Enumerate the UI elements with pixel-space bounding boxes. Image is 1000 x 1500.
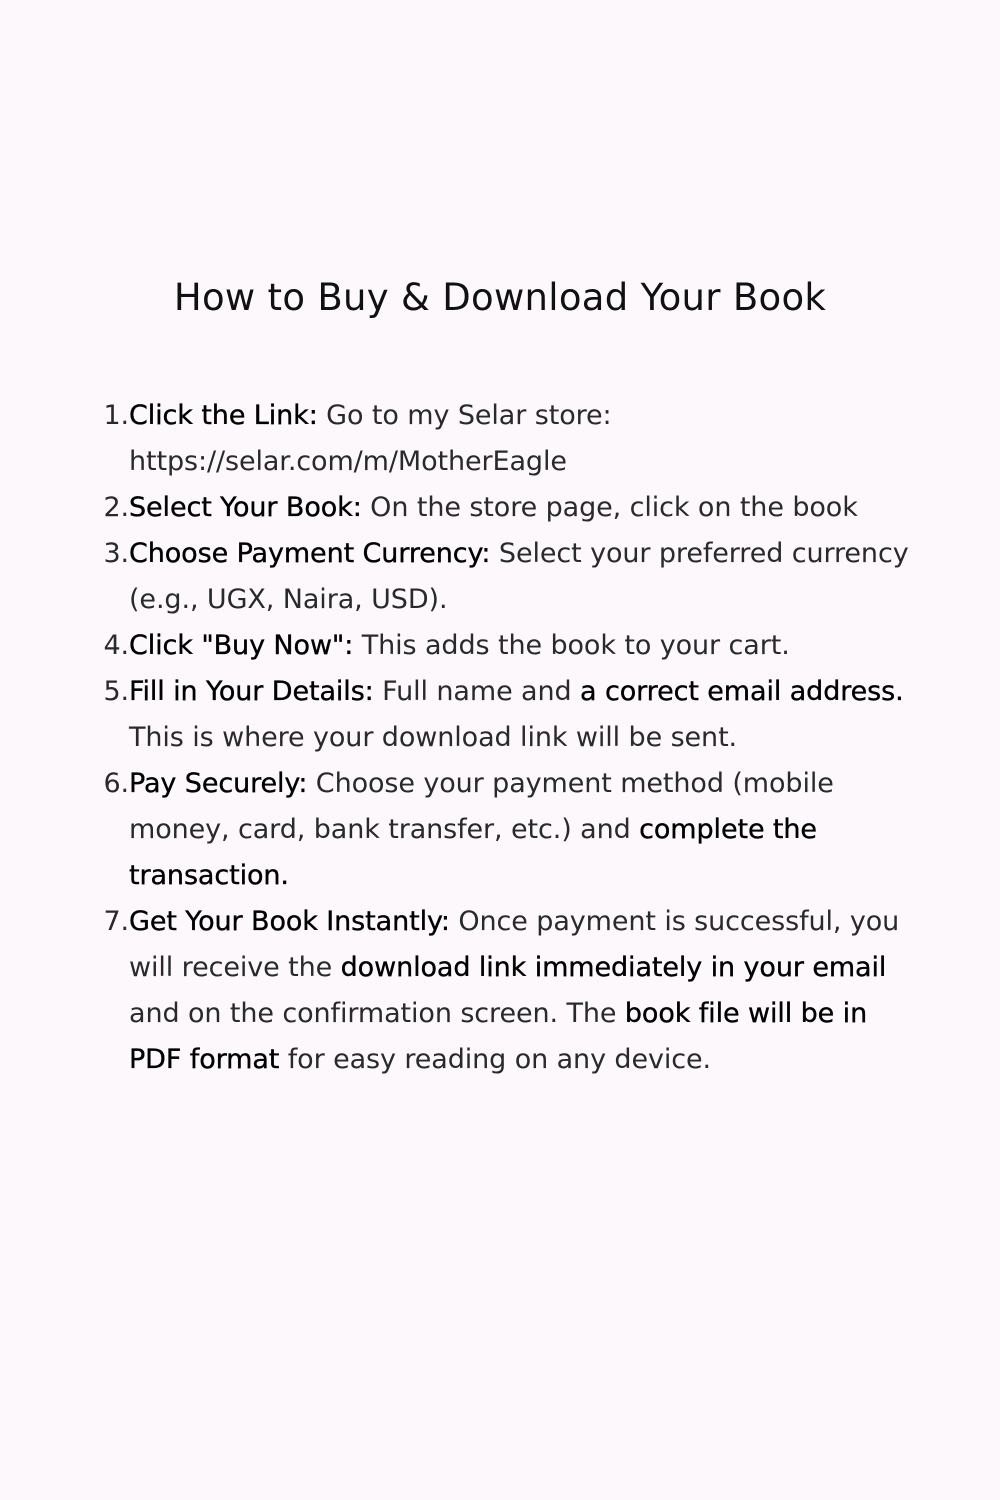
step-text: Once payment is successful, you will receive the xyxy=(129,906,900,983)
step-text: This is where your download link will be sent. xyxy=(129,722,738,753)
step-emphasis: book file will be in PDF format xyxy=(129,998,868,1075)
step-emphasis: a correct email address. xyxy=(580,676,904,707)
step-number: 1. xyxy=(103,400,129,431)
step-text: Select your preferred currency (e.g., UGX, Naira, USD). xyxy=(129,538,909,615)
step-heading: Choose Payment Currency: xyxy=(129,538,491,569)
step-item xyxy=(98,899,918,1083)
step-item xyxy=(98,623,918,669)
step-number: 6. xyxy=(103,768,129,799)
step-number: 7. xyxy=(103,906,129,937)
step-text: Choose your payment method (mobile money, card, bank transfer, etc.) and xyxy=(129,768,834,845)
step-text: Full name and xyxy=(373,676,581,707)
step-heading: Click the Link: xyxy=(129,400,318,431)
step-heading: Fill in Your Details: xyxy=(129,676,374,707)
step-number: 4. xyxy=(103,630,129,661)
step-number: 5. xyxy=(103,676,129,707)
step-text: Go to my Selar store: https://selar.com/m/MotherEagle xyxy=(129,400,612,477)
page-title: How to Buy & Download Your Book xyxy=(173,276,827,319)
step-number: 3. xyxy=(103,538,129,569)
step-item xyxy=(98,531,918,623)
step-emphasis: complete the transaction. xyxy=(129,814,817,891)
step-item xyxy=(98,485,918,531)
step-number: 2. xyxy=(103,492,129,523)
steps-list xyxy=(98,393,918,1083)
step-item xyxy=(98,761,918,899)
step-heading: Select Your Book: xyxy=(129,492,362,523)
step-emphasis: download link immediately in your email xyxy=(340,952,887,983)
step-heading: Pay Securely: xyxy=(129,768,308,799)
step-heading: Click "Buy Now": xyxy=(129,630,354,661)
step-item xyxy=(98,393,918,485)
step-heading: Get Your Book Instantly: xyxy=(129,906,450,937)
step-text: On the store page, click on the book xyxy=(361,492,858,523)
step-text: This adds the book to your cart. xyxy=(353,630,790,661)
step-text: for easy reading on any device. xyxy=(279,1044,711,1075)
step-item xyxy=(98,669,918,761)
step-text: and on the confirmation screen. The xyxy=(129,998,625,1029)
